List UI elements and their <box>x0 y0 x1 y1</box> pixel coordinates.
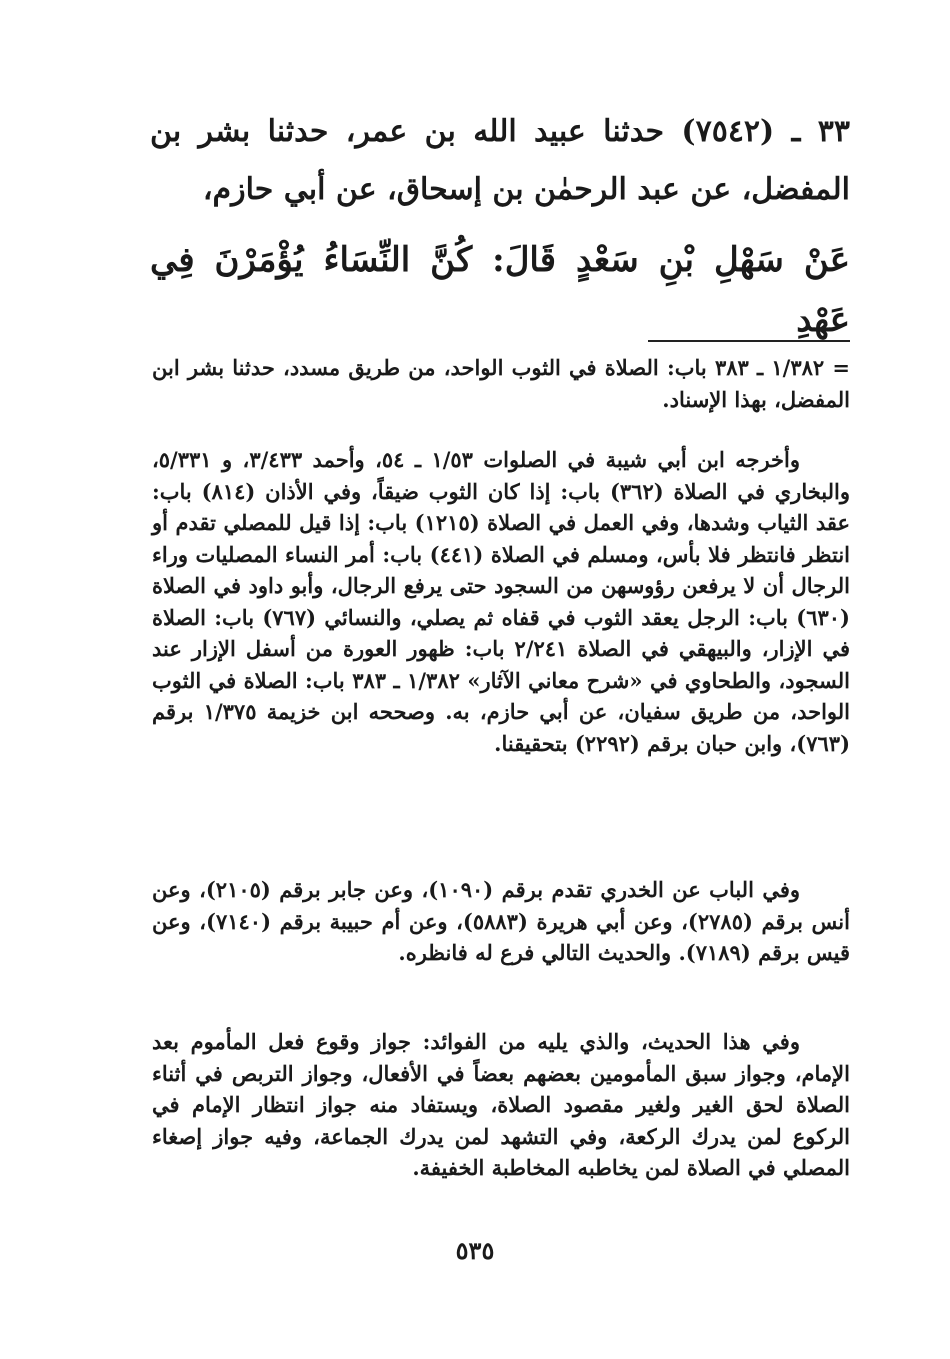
footnote-continuation: = ١/٣٨٢ ـ ٣٨٣ باب: الصلاة في الثوب الواحد، من طريق مسدد، حدثنا بشر ابن المفضل، بهذا الإسناد. <box>152 355 850 412</box>
footnote-takhrij: وأخرجه ابن أبي شيبة في الصلوات ١/٥٣ ـ ٥٤، وأحمد ٣/٤٣٣، و ٥/٣٣١، والبخاري في الصلاة (٣٦٢) باب: إذا كان الثوب ضيقاً، وفي الأذان (٨١٤) باب: عقد الثياب وشدها، وفي العمل في الصلاة (١٢١٥) باب: إذا قيل للمصلي تقدم أو انتظر فانتظر فلا بأس، ومسلم في الصلاة (٤٤١) باب: أمر النساء المصليات وراء الرجال أن لا يرفعن رؤوسهن من السجود حتى يرفع الرجال، وأبو داود في الصلاة (٦٣٠) باب: الرجل يعقد الثوب في قفاه ثم يصلي، والنسائي (٧٦٧) باب: الصلاة في الإزار، والبيهقي في الصلاة ٢/٢٤١ باب: ظهور العورة من أسفل الإزار عند السجود، والطحاوي في «شرح معاني الآثار» ١/٣٨٢ ـ ٣٨٣ باب: الصلاة في الثوب الواحد، من طريق سفيان، عن أبي حازم، به. وصححه ابن خزيمة ١/٣٧٥ برقم (٧٦٣)، وابن حبان برقم (٢٢٩٢) بتحقيقنا. <box>152 447 851 756</box>
hadith-isnad: ٣٣ ـ (٧٥٤٢) حدثنا عبيد الله بن عمر، حدثنا بشر بن المفضل، عن عبد الرحمٰن بن إسحاق، عن أبي حازم، <box>150 114 851 207</box>
footnote-fawaid: وفي هذا الحديث، والذي يليه من الفوائد: جواز وقوع فعل المأموم بعد الإمام، وجواز سبق المأمومين بعضهم بعضاً في الأفعال، وجواز التربص في أثناء الصلاة لحق الغير ولغير مقصود الصلاة، ويستفاد منه جواز انتظار الإمام في الركوع لمن يدرك الركعة، وفي التشهد لمن يدرك الجماعة، وفيه جواز إصغاء المصلي في الصلاة لمن يخاطبه المخاطبة الخفيفة. <box>152 1029 850 1180</box>
footnote-bab: وفي الباب عن الخدري تقدم برقم (١٠٩٠)، وعن جابر برقم (٢١٠٥)، وعن أنس برقم (٢٧٨٥)، وعن أبي هريرة (٥٨٨٣)، وعن أم حبيبة برقم (٧١٤٠)، وعن قيس برقم (٧١٨٩). والحديث التالي فرع له فانظره. <box>152 877 850 965</box>
hadith-matn: عَنْ سَهْلِ بْنِ سَعْدٍ قَالَ: كُنَّ النِّسَاءُ يُؤْمَرْنَ فِي عَهْدِ <box>150 240 850 340</box>
footnote-separator <box>648 340 850 342</box>
page-number: ٥٣٥ <box>455 1236 495 1265</box>
